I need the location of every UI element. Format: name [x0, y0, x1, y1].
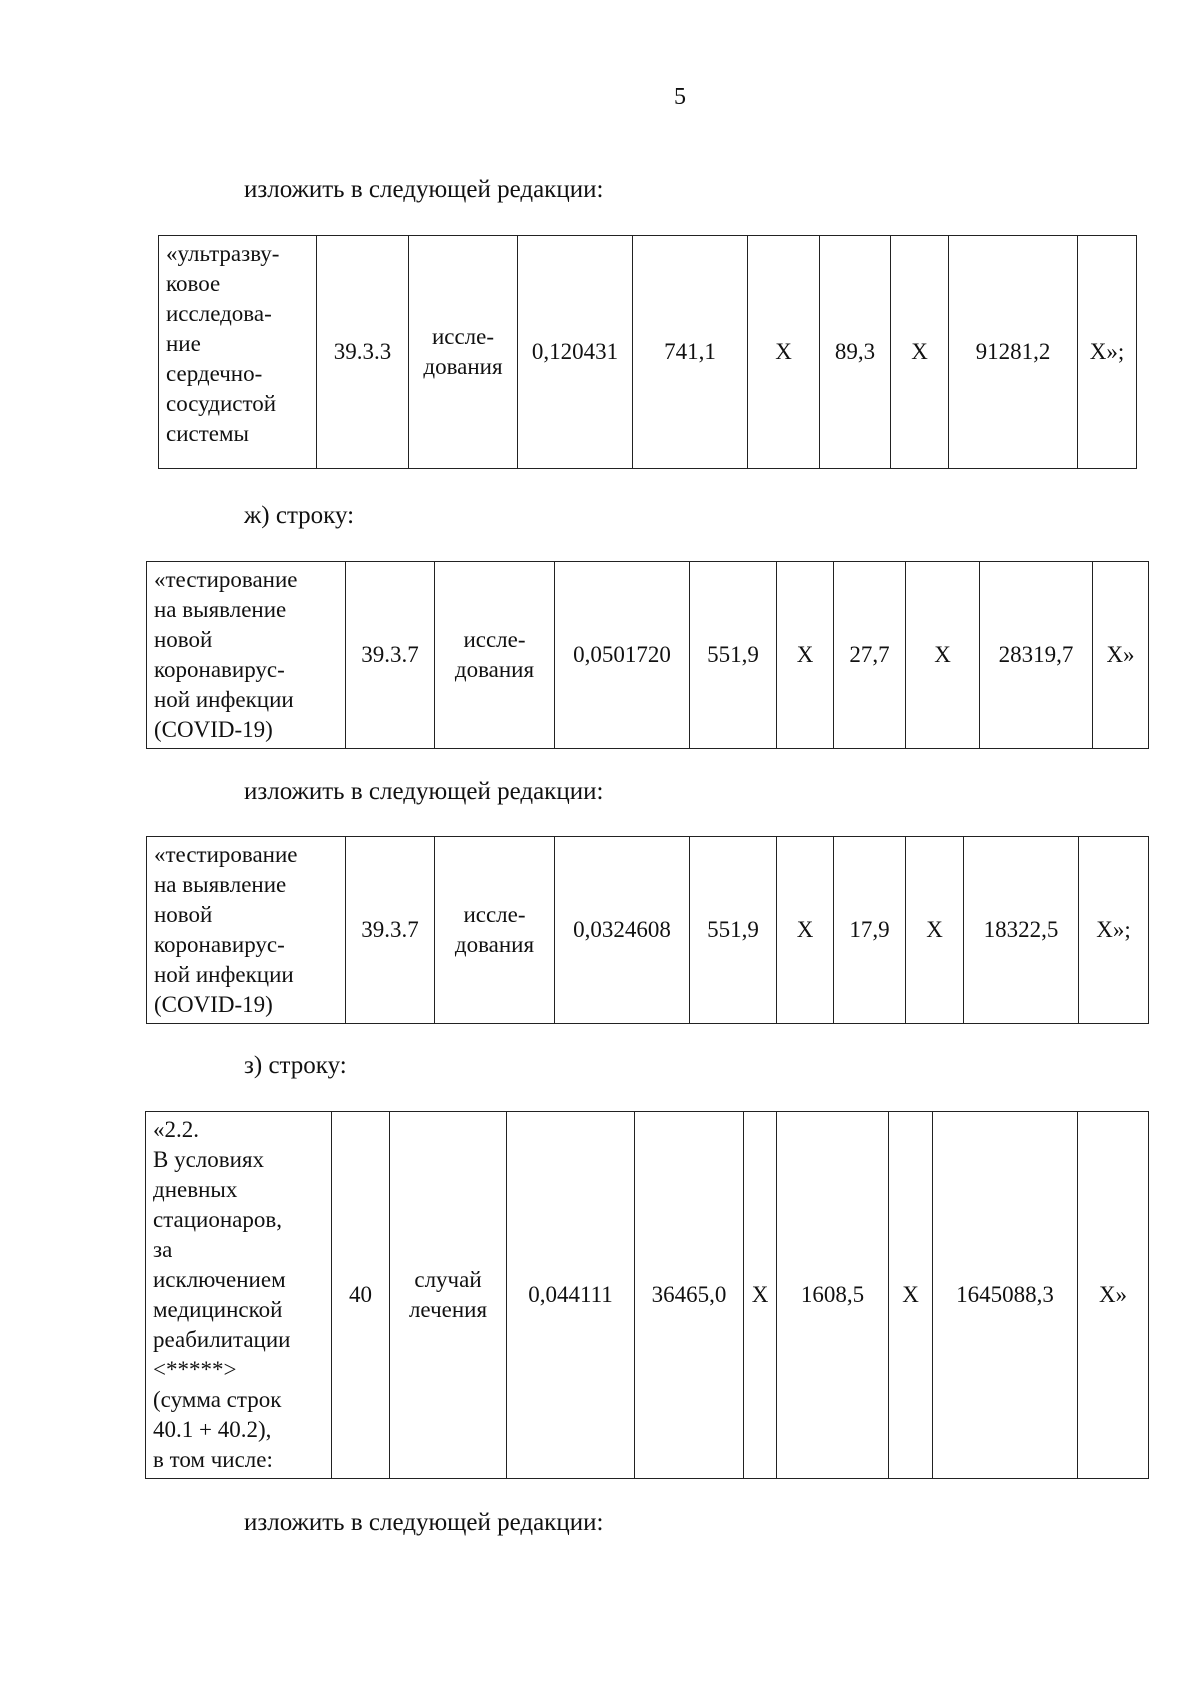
service-name-line: новой — [154, 627, 213, 652]
value-cell: 551,9 — [690, 837, 777, 1024]
table-row — [159, 236, 1137, 469]
unit-cell — [409, 236, 518, 469]
table-row — [147, 837, 1149, 1024]
unit-cell — [435, 837, 555, 1024]
service-name-cell — [146, 1112, 332, 1479]
service-name-line: ной инфекции — [154, 687, 294, 712]
service-name-line: В условиях — [153, 1147, 265, 1172]
value-cell: 27,7 — [834, 562, 906, 749]
value-cell: 0,0324608 — [555, 837, 690, 1024]
value-cell: 18322,5 — [964, 837, 1079, 1024]
page-number: 5 — [674, 84, 686, 110]
value-cell: 36465,0 — [635, 1112, 744, 1479]
value-cell: 1645088,3 — [933, 1112, 1078, 1479]
service-name-line: на выявление — [154, 597, 287, 622]
value-cell: X — [891, 236, 949, 469]
value-cell: X»; — [1078, 236, 1137, 469]
value-cell: 1608,5 — [777, 1112, 889, 1479]
value-cell: X» — [1078, 1112, 1149, 1479]
value-cell: 551,9 — [690, 562, 777, 749]
paragraph-instruction-5: изложить в следующей редакции: — [244, 1509, 604, 1536]
service-name-line: коронавирус- — [154, 657, 285, 682]
value-cell: X — [889, 1112, 933, 1479]
unit-line: дования — [423, 354, 503, 379]
paragraph-instruction-4: з) строку: — [244, 1052, 347, 1079]
service-name-cell — [159, 236, 317, 469]
service-name-line: <*****> — [153, 1357, 237, 1382]
service-name-line: дневных — [153, 1177, 238, 1202]
unit-line: дования — [454, 932, 535, 957]
service-name-cell — [147, 562, 346, 749]
value-cell: X — [777, 837, 834, 1024]
row-code-cell: 39.3.7 — [346, 562, 435, 749]
table-row — [146, 1112, 1149, 1479]
table-covid-test-new — [146, 836, 1149, 1024]
paragraph-instruction-3: изложить в следующей редакции: — [244, 778, 604, 805]
row-code-cell: 40 — [332, 1112, 390, 1479]
service-name-line: ние — [166, 331, 201, 356]
service-name-line: (COVID-19) — [154, 992, 273, 1017]
unit-line: иссле- — [431, 324, 495, 349]
service-name-line: «тестирование — [154, 567, 298, 592]
paragraph-instruction-1: изложить в следующей редакции: — [244, 176, 604, 203]
table-row — [147, 562, 1149, 749]
value-cell: X — [906, 562, 980, 749]
value-cell: X»; — [1079, 837, 1149, 1024]
value-cell: X — [777, 562, 834, 749]
service-name-line: на выявление — [154, 872, 287, 897]
unit-line: иссле- — [463, 627, 526, 652]
service-name-line: за — [153, 1237, 173, 1262]
service-name-line: ковое — [166, 271, 221, 296]
service-name-line: исключением — [153, 1267, 286, 1292]
row-code-cell: 39.3.3 — [317, 236, 409, 469]
service-name-line: 40.1 + 40.2), — [153, 1417, 272, 1442]
value-cell: 17,9 — [834, 837, 906, 1024]
service-name-line: реабилитации — [153, 1327, 291, 1352]
value-cell: 0,044111 — [507, 1112, 635, 1479]
value-cell: 0,0501720 — [555, 562, 690, 749]
unit-line: дования — [454, 657, 535, 682]
service-name-line: новой — [154, 902, 213, 927]
service-name-line: (сумма строк — [153, 1387, 282, 1412]
value-cell: X — [906, 837, 964, 1024]
table-covid-test-old — [146, 561, 1149, 749]
service-name-line: коронавирус- — [154, 932, 285, 957]
value-cell: 89,3 — [820, 236, 891, 469]
unit-cell — [435, 562, 555, 749]
service-name-line: ной инфекции — [154, 962, 294, 987]
paragraph-instruction-2: ж) строку: — [244, 502, 355, 529]
value-cell: X — [744, 1112, 777, 1479]
value-cell: X — [748, 236, 820, 469]
service-name-line: «тестирование — [154, 842, 298, 867]
value-cell: X» — [1093, 562, 1149, 749]
table-day-hospital — [145, 1111, 1149, 1479]
value-cell: 0,120431 — [518, 236, 633, 469]
service-name-line: стационаров, — [153, 1207, 282, 1232]
unit-cell — [390, 1112, 507, 1479]
service-name-line: сердечно- — [166, 361, 263, 386]
service-name-line: системы — [166, 421, 249, 446]
service-name-line: сосудистой — [166, 391, 277, 416]
service-name-line: в том числе: — [153, 1447, 273, 1472]
value-cell: 91281,2 — [949, 236, 1078, 469]
service-name-line: «2.2. — [153, 1117, 199, 1142]
unit-line: лечения — [408, 1297, 488, 1322]
service-name-cell — [147, 837, 346, 1024]
service-name-line: медицинской — [153, 1297, 283, 1322]
unit-line: случай — [414, 1267, 482, 1292]
value-cell: 741,1 — [633, 236, 748, 469]
unit-line: иссле- — [463, 902, 526, 927]
value-cell: 28319,7 — [980, 562, 1093, 749]
service-name-line: исследова- — [166, 301, 272, 326]
service-name-line: «ультразву- — [166, 241, 280, 266]
table-ultrasound — [158, 235, 1137, 469]
row-code-cell: 39.3.7 — [346, 837, 435, 1024]
service-name-line: (COVID-19) — [154, 717, 273, 742]
